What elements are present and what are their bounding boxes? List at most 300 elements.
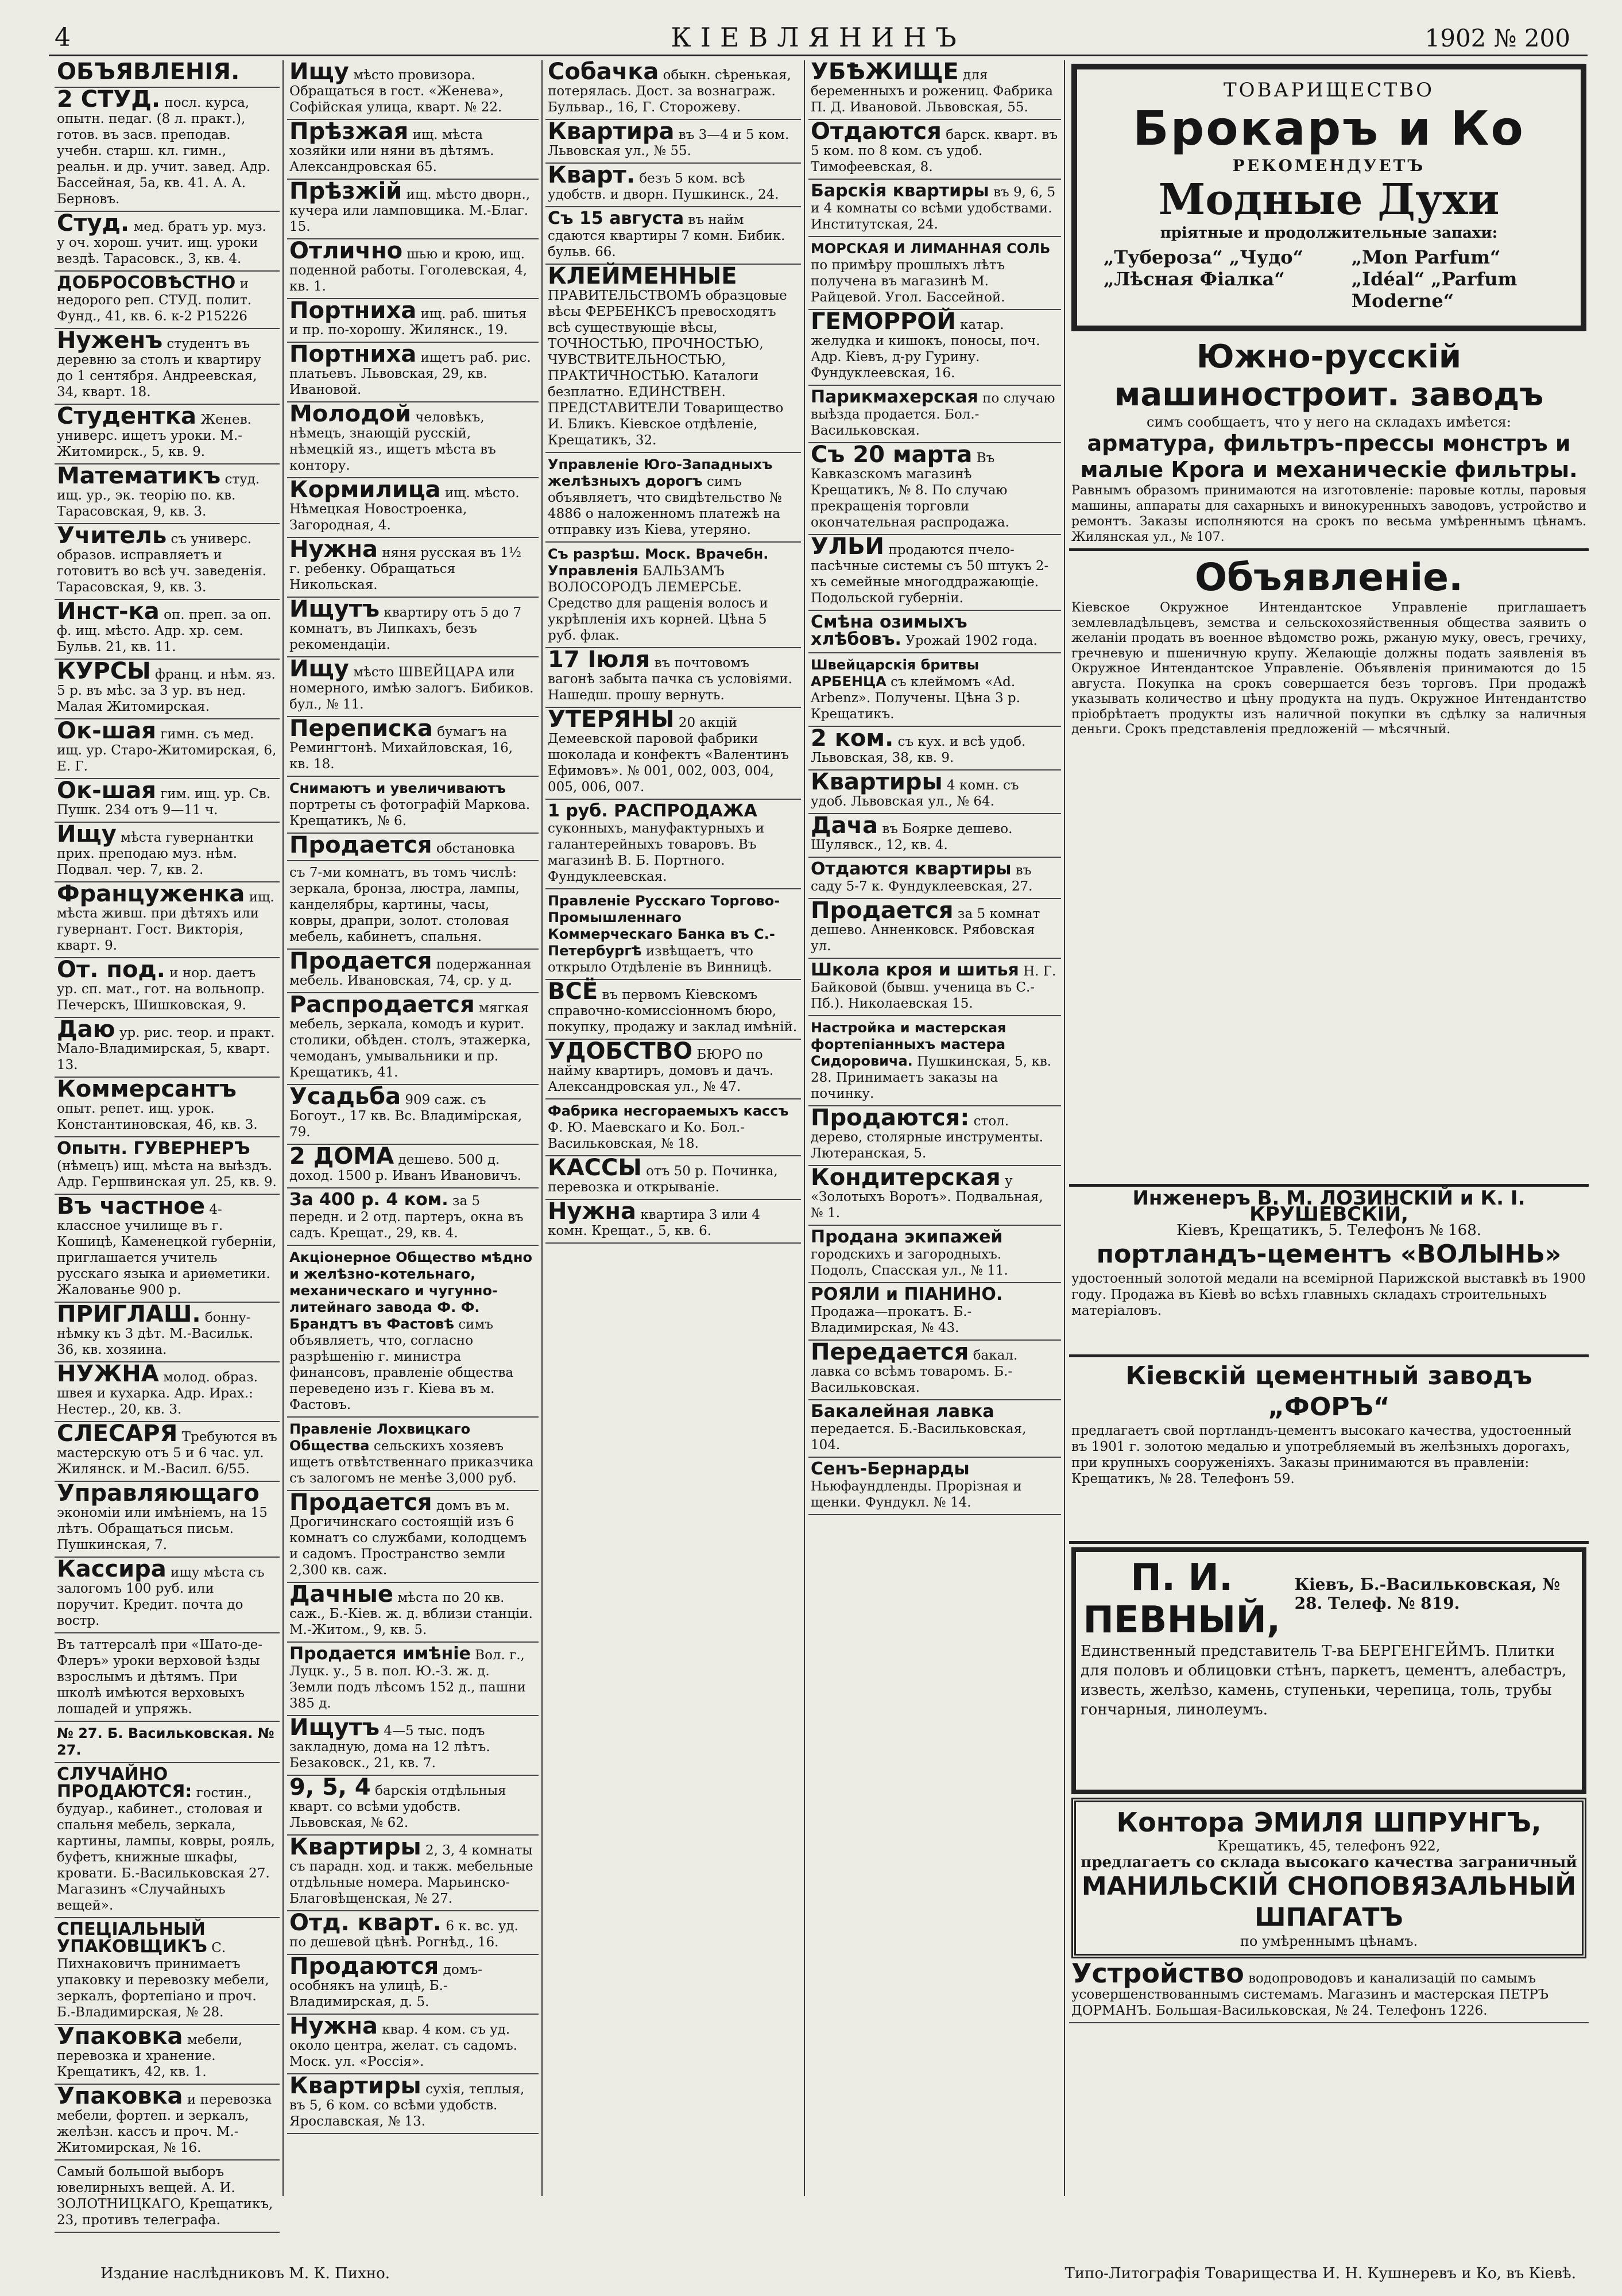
ad-text: 909 саж. съ Богоут., 17 кв. Вс. Владимірская, 79.: [289, 1093, 522, 1140]
classified-ad: [287, 299, 539, 343]
ad-heading: Дачные: [289, 1581, 394, 1608]
ad-text: квар. 4 ком. съ уд. около центра, желат. съ садомъ. Моск. ул. «Россія».: [289, 2022, 518, 2069]
ad-heading: Продается: [289, 832, 432, 858]
ad-heading: Отдаются квартиры: [811, 859, 1012, 879]
ad-heading: Отлично: [289, 238, 403, 264]
ad-heading: Прѣзжая: [289, 118, 409, 145]
ad-heading: Упаковка: [57, 2083, 183, 2109]
lozinsky-text: удостоенный золотой медали на всемірной Парижской выставкѣ въ 1900 году. Продажа въ Кіевѣ во всѣхъ главныхъ складахъ строительныхъ матеріаловъ.: [1071, 1271, 1586, 1318]
column-divider: [804, 60, 805, 2196]
ad-text: бонну-нѣмку къ 3 дѣт. М.-Васильк. 36, кв. хозяина.: [57, 1310, 254, 1357]
ad-text: (нѣмецъ) ищ. мѣста на выѣздъ. Адр. Гершвинская ул. 25, кв. 9.: [57, 1159, 277, 1190]
classified-ad: [808, 237, 1061, 310]
classified-ad: [545, 60, 801, 120]
ad-text: за 5 комнат дешево. Анненковск. Рябовская ул.: [811, 907, 1040, 954]
ad-text: молод. образ. швея и кухарка. Адр. Ирах.: Нестер., 20, кв. 3.: [57, 1370, 258, 1417]
ad-heading: РОЯЛИ и ПІАНИНО.: [811, 1284, 1003, 1304]
shprung-ad: [1071, 1798, 1586, 1958]
ad-text: ищ. мѣста живш. при дѣтяхъ или гувернант. Гост. Викторія, кварт. 9.: [57, 890, 274, 953]
ad-heading: Портниха: [289, 341, 417, 367]
machine-ad: [1069, 335, 1589, 551]
ad-text: БАЛЬЗАМЪ ВОЛОСОРОДЪ ЛЕМЕРСЬЕ. Средство для ращенія волосъ и укрѣпленія ихъ корней. Цѣна 5 руб. флак.: [548, 564, 768, 643]
classified-ad: [287, 538, 539, 598]
ad-text: съ клеймомъ «Ad. Arbenz». Получены. Цѣна 3 р. Крещатикъ.: [811, 675, 1020, 722]
ad-heading: Студентка: [57, 403, 197, 429]
ad-text: ищ. мѣсто дворн., кучера или ламповщика. М.-Благ. 15.: [289, 187, 531, 234]
ad-heading: Студ.: [57, 210, 130, 237]
ad-text: отъ 50 р. Починка, перевозка и открываніе.: [548, 1164, 778, 1195]
classified-ad: [287, 1246, 539, 1418]
classified-ad: [287, 1085, 539, 1145]
ad-heading: МОРСКАЯ И ЛИМАННАЯ СОЛЬ: [811, 241, 1051, 257]
classified-ad: [55, 2085, 280, 2161]
ad-text: и нор. даетъ ур. сп. мат., гот. на вольнопр. Печерскъ, Шишковская, 9.: [57, 966, 265, 1013]
classified-ad: [55, 719, 280, 779]
ad-heading: Снимаютъ и увеличиваютъ: [289, 780, 506, 796]
ad-heading: Нужна: [289, 2013, 378, 2039]
classified-ad: [55, 1763, 280, 1918]
ad-heading: Квартира: [548, 118, 675, 145]
ad-text: гим. ищ. ур. Св. Пушк. 234 отъ 9—11 ч.: [57, 787, 271, 818]
ad-text: въ Боярке дешево. Шулявск., 12, кв. 4.: [811, 822, 1013, 853]
ad-text: мебели, перевозка и хранение. Крещатикъ, 42, кв. 1.: [57, 2032, 243, 2080]
ad-heading: Швейцарскія бритвы АРБЕНЦА: [811, 657, 980, 690]
classified-ad: [55, 958, 280, 1018]
ad-heading: Продана экипажей: [811, 1227, 1003, 1247]
classified-ad: [287, 2015, 539, 2074]
ad-heading: Собачка: [548, 59, 659, 85]
column-divider: [541, 60, 543, 2196]
classified-ad: [55, 882, 280, 958]
classified-ad: [808, 1166, 1061, 1226]
classified-ad: [287, 1911, 539, 1955]
ad-text: человѣкъ, нѣмецъ, знающій русскій, нѣмецкій яз., ищетъ мѣста въ контору.: [289, 410, 496, 473]
classified-ad: [808, 653, 1061, 727]
ad-text: безъ 5 ком. всѣ удобств. и дворн. Пушкинск., 24.: [548, 171, 779, 202]
notice-ad: [1069, 551, 1589, 1187]
classified-ad: [545, 708, 801, 800]
column-4: [808, 60, 1061, 2202]
classified-ad: [55, 779, 280, 823]
shprung-product: МАНИЛЬСКІЙ СНОПОВЯЗАЛЬНЫЙ ШПАГАТЪ: [1081, 1872, 1577, 1932]
for-text: предлагаетъ свой портландъ-цементъ высокаго качества, удостоенный въ 1901 г. золотою медалью и употребляемый въ желѣзныхъ дорогахъ, при крупныхъ сооруженіяхъ. Заказы принимаются въ правленіи: Крещатикъ, № 28. Телефонъ 59.: [1071, 1423, 1572, 1486]
ad-heading: Продаются: [289, 1953, 439, 1980]
ad-heading: 9, 5, 4: [289, 1774, 371, 1801]
classified-ad: [808, 611, 1061, 653]
issue-number: 1902 № 200: [1424, 24, 1570, 52]
lozinsky-ad: [1069, 1187, 1589, 1357]
ad-heading: 2 ДОМА: [289, 1143, 394, 1170]
ad-text: городскихъ и загородныхъ. Подолъ, Спасская ул., № 11.: [811, 1247, 1008, 1278]
ad-heading: Школа кроя и шитья: [811, 960, 1019, 980]
ad-heading: Молодой: [289, 401, 411, 427]
shprung-offer: предлагаетъ со склада высокаго качества заграничный: [1081, 1854, 1577, 1871]
machine-text: Равнымъ образомъ принимаются на изготовленіе: паровые котлы, паровыя машины, аппараты для сахарныхъ и винокуренныхъ заводовъ, устройство и ремонтъ. Заказы исполняются на срокъ по весьма умѣреннымъ цѣнамъ. Жилянская ул., № 107.: [1071, 483, 1586, 544]
classified-ad: [808, 1283, 1061, 1341]
ad-heading: КЛЕЙМЕННЫЕ: [548, 263, 737, 289]
ad-heading: Ищу: [289, 656, 349, 682]
ad-text: ищ. мѣсто. Нѣмецкая Новостроенка, Загородная, 4.: [289, 486, 520, 533]
classified-ad: [55, 823, 280, 882]
ad-heading: 1 руб. РАСПРОДАЖА: [548, 801, 757, 821]
column-5: [1069, 60, 1589, 2202]
ad-text: няня русская въ 1½ г. ребенку. Обращаться Никольская.: [289, 545, 522, 593]
classified-ad: [545, 1040, 801, 1099]
classified-ad: [287, 180, 539, 239]
ad-heading: Продается: [289, 1489, 432, 1516]
ad-heading: Правленіе Русскаго Торгово-Промышленнаго Коммерческаго Банка въ С.-Петербургѣ: [548, 893, 780, 959]
classified-ad: [545, 164, 801, 207]
pevny-text: Единственный представитель Т-ва БЕРГЕНГЕЙМЪ. Плитки для половъ и облицовки стѣнъ, паркетъ, цементъ, алебастръ, известь, желѣзо, камень, ступеньки, черепица, толь, трубы гончарныя, линолеумъ.: [1081, 1643, 1567, 1718]
publisher-line: Издание наслѣдниковъ М. К. Пихно.: [100, 2265, 390, 2282]
classified-ad: [55, 1482, 280, 1558]
ad-text: въ 3—4 и 5 ком. Львовская ул., № 55.: [548, 127, 789, 158]
ad-text: мед. братъ ур. муз. у оч. хорош. учит. ищ. уроки вездѣ. Тарасовск., 3, кв. 4.: [57, 219, 266, 266]
classified-ad: [287, 60, 539, 120]
classified-ad: [55, 660, 280, 719]
ad-text: мѣста гувернантки прих. преподаю муз. нѣм. Подвал. чер. 7, кв. 2.: [57, 830, 254, 877]
classified-ad: [287, 717, 539, 777]
ad-text: Ньюфаундленды. Прорізная и щенки. Фундукл. № 14.: [811, 1479, 1022, 1510]
classified-ad: [808, 310, 1061, 386]
classified-ad: [55, 60, 280, 88]
machine-items: арматура, фильтръ-прессы монстръ и малые Кроrа и механическіе фильтры.: [1080, 431, 1578, 482]
ad-heading: ПРИГЛАШ.: [57, 1301, 201, 1327]
ad-text: опыт. репет. ищ. урок. Константиновская, 46, кв. 3.: [57, 1101, 258, 1132]
ad-heading: СЛЕСАРЯ: [57, 1420, 178, 1447]
classified-ad: [287, 777, 539, 834]
ad-text: ищ. мѣста хозяйки или няни въ дѣтямъ. Александровская 65.: [289, 127, 494, 175]
classified-ad: [287, 2074, 539, 2134]
ad-heading: КАССЫ: [548, 1155, 642, 1181]
classified-ad: [55, 464, 280, 524]
ad-heading: Правленіе Лохвицкаго Общества: [289, 1421, 471, 1454]
classified-ad: [55, 1078, 280, 1137]
ad-heading: Отд. кварт.: [289, 1910, 442, 1936]
classified-ad: [808, 1226, 1061, 1283]
ad-heading: Кормилица: [289, 477, 441, 503]
ad-text: мѣста по 20 кв. саж., Б.-Кіев. ж. д. вблизи станціи. М.-Житом., 9, кв. 5.: [289, 1590, 533, 1637]
ad-heading: ДОБРОСОВѢСТНО: [57, 273, 236, 293]
ad-text: 6 к. вс. уд. по дешевой цѣнѣ. Рогнѣд., 16.: [289, 1919, 518, 1950]
notice-text: Кіевское Окружное Интендантское Управленіе приглашаетъ землевладѣльцевъ, земства и сельскохозяйственныя общества заявить о желаніи продать въ военное вѣдомство рожь, ржаную муку, овесъ, гречиху, гречневую и пшеничную крупу. Желающіе должны подать заявленія въ Окружное Интендантское Управленіе. Объявленія принимаются до 15 августа. Покупка на срокъ совершается безъ торговъ. При продажѣ указывать количество и цѣну продукта на пудъ. Окружное Интендантство пріобрѣтаетъ продукты изъ наличной покупки въ сдѣлку за наличныя деньги. Срокъ представленія предложеній — мѣсячный.: [1071, 601, 1586, 737]
ad-text: барск. кварт. въ 5 ком. по 8 ком. съ удоб. Тимофеевская, 8.: [811, 127, 1058, 175]
ad-heading: Кварт.: [548, 162, 636, 188]
classified-ad: [287, 861, 539, 950]
ad-text: ищ. раб. шитья и пр. по-хорошу. Жилянск., 19.: [289, 307, 527, 338]
ad-heading: ВСЁ: [548, 978, 598, 1005]
ad-text: 4—5 тыс. подъ закладную, дома на 12 лѣтъ. Безаковск., 21, кв. 7.: [289, 1724, 490, 1771]
classified-ad: [808, 1016, 1061, 1106]
ad-text: Въ Кавказскомъ магазинѣ Крещатикъ, № 8. По случаю прекращенія торговли окончательная распродажа.: [811, 451, 1009, 530]
classified-ad: [287, 1776, 539, 1836]
ad-heading: КУРСЫ: [57, 658, 151, 684]
ad-heading: Коммерсантъ: [57, 1076, 237, 1102]
ad-heading: ОБЪЯВЛЕНІЯ.: [57, 59, 240, 85]
brokar-left-list: „Туберозa“ „Чудо“ „Лѣсная Фіалка“: [1104, 246, 1304, 290]
ad-heading: Даю: [57, 1016, 115, 1043]
ad-heading: Смѣна озимыхъ хлѣбовъ.: [811, 612, 967, 649]
ad-heading: СЛУЧАЙНО ПРОДАЮТСЯ:: [57, 1764, 192, 1802]
ad-text: ищу мѣста съ залогомъ 100 руб. или поручит. Кредит. почта до востр.: [57, 1565, 265, 1628]
pevny-name: П. И. ПЕВНЫЙ,: [1083, 1557, 1281, 1641]
ad-text: сельскихъ хозяевъ ищетъ отвѣтственнаго приказчика съ залогомъ не менѣе 3,000 руб.: [289, 1439, 534, 1486]
classified-ad: [55, 2025, 280, 2085]
ad-heading: Продается имѣніе: [289, 1644, 471, 1664]
ad-text: Самый большой выборъ ювелирныхъ вещей. А. И. ЗОЛОТНИЦКАГО, Крещатикъ, 23, противъ телеграфа.: [57, 2165, 273, 2228]
classified-ad: [287, 1491, 539, 1583]
classified-ad: [545, 889, 801, 980]
ad-text: обыкн. сѣренькая, потерялась. Дост. за вознаграж. Бульвар., 16, Г. Сторожеву.: [548, 68, 791, 115]
ad-text: съ кух. и всѣ удоб. Львовская, 38, кв. 9.: [811, 734, 1026, 765]
ad-heading: Опытн. ГУВЕРНЕРЪ: [57, 1139, 250, 1159]
brokar-ad: [1071, 64, 1586, 331]
ad-text: ПРАВИТЕЛЬСТВОМЪ образцовые вѣсы ФЕРБЕНКСЪ превосходятъ всѣ существующіе вѣсы, ТОЧНОСТЬЮ, ПРОЧНОСТЬЮ, ЧУВСТВИТЕЛЬНОСТЬЮ, ПРАКТИЧНОСТЬЮ. Каталоги безплатно. ЕДИНСТВЕН. ПРЕДСТАВИТЕЛИ Товарищество И. Бликъ. Кіевское отдѣленіе, Крещатикъ, 32.: [548, 288, 787, 448]
classified-ad: [287, 950, 539, 993]
ad-heading: 2 СТУД.: [57, 86, 161, 113]
ad-heading: УЛЬИ: [811, 533, 885, 560]
printer-line: Типо-Литографія Товарищества И. Н. Кушнеревъ и Ко, въ Кіевѣ.: [1064, 2265, 1576, 2282]
classified-ad: [55, 329, 280, 405]
page-number: 4: [55, 23, 71, 52]
ad-text: съ 7-ми комнатъ, въ томъ числѣ: зеркала, бронза, люстра, лампы, канделябры, картины, часы, ковры, драпри, золот. столовая мебель, кабинетъ, спальня.: [289, 865, 520, 944]
classified-ad: [545, 265, 801, 453]
ad-text: стол. дерево, столярные инструменты. Лютеранская, 5.: [811, 1114, 1044, 1161]
ad-text: въ найм сдаются квартиры 7 комн. Бибик. бульв. 66.: [548, 212, 785, 260]
classified-ad: [808, 1400, 1061, 1458]
classified-ad: [808, 858, 1061, 899]
ad-text: франц. и нѣм. яз. 5 р. въ мѣс. за 3 ур. въ нед. Малая Житомирская.: [57, 667, 276, 714]
classified-ad: [287, 120, 539, 180]
ad-heading: Ищутъ: [289, 1714, 380, 1741]
classified-ad: [55, 272, 280, 329]
ad-text: домъ въ м. Дрогичинскаго состоящій изъ 6 комнатъ со службами, колодцемъ и садомъ. Пространство земли 2,300 кв. саж.: [289, 1499, 527, 1578]
ad-text: суконныхъ, мануфактурныхъ и галантерейныхъ товаровъ. Въ магазинѣ В. Б. Портного. Фундуклеевская.: [548, 821, 765, 884]
ad-heading: Ок-шая: [57, 777, 156, 804]
ad-heading: Передается: [811, 1339, 969, 1365]
ad-text: барскія отдѣльныя кварт. со всѣми удобств. Львовская, № 62.: [289, 1783, 506, 1830]
ad-text: въ почтовомъ вагонѣ забыта пачка съ условіями. Нашедш. прошу вернуть.: [548, 656, 792, 703]
dorman-text: водопроводовъ и канализацій по самымъ усовершенствованнымъ системамъ. Магазинъ и мастерская ПЕТРЪ ДОРМАНЪ. Большая-Васильковская, № 24. Телефонъ 1226.: [1071, 1971, 1549, 2018]
ad-heading: НУЖНА: [57, 1361, 159, 1387]
machine-title: Южно-русскій машиностроит. заводъ: [1114, 338, 1544, 413]
ad-text: студентъ въ деревню за столъ и квартиру до 1 сентября. Андреевская, 34, кварт. 18.: [57, 336, 262, 400]
ad-text: подержанная мебель. Ивановская, 74, ср. у д.: [289, 957, 532, 988]
ad-heading: Переписка: [289, 715, 433, 742]
ad-heading: Дача: [811, 812, 878, 839]
classified-ad: [55, 2161, 280, 2233]
classified-ad: [55, 1422, 280, 1482]
ad-heading: Учитель: [57, 522, 167, 549]
ad-heading: № 27. Б. Васильковская. № 27.: [57, 1725, 274, 1758]
shprung-addr: Крещатикъ, 45, телефонъ 922,: [1217, 1838, 1441, 1854]
ad-text: домъ-особнякъ на улицѣ, Б.-Владимирская, д. 5.: [289, 1962, 482, 2010]
lozinsky-product: портландъ-цементъ «ВОЛЫНЬ»: [1096, 1240, 1562, 1269]
ad-heading: Управляющаго: [57, 1480, 260, 1507]
masthead-rule: [49, 55, 1588, 56]
ad-text: по случаю выѣзда продается. Бол.-Васильковская.: [811, 391, 1055, 438]
classified-ad: [808, 814, 1061, 858]
brokar-name: Брокаръ и Ко: [1133, 102, 1525, 156]
ad-heading: Квартиры: [289, 2073, 421, 2099]
lozinsky-addr: Кіевъ, Крещатикъ, 5. Телефонъ № 168.: [1176, 1222, 1481, 1239]
ad-heading: Съ 20 марта: [811, 442, 973, 468]
classified-ad: [55, 1722, 280, 1763]
classified-ad: [287, 834, 539, 861]
ad-heading: Кондитерская: [811, 1164, 1001, 1191]
ad-text: въ саду 5-7 к. Фундуклеевская, 27.: [811, 863, 1033, 894]
classified-ad: [545, 1156, 801, 1200]
page-footer: [55, 2259, 1588, 2288]
classified-ad: [55, 1195, 280, 1303]
classified-ad: [808, 959, 1061, 1016]
ad-text: съ универс. образов. исправляетъ и готовитъ во всѣ уч. заведенія. Тарасовская, 9, кв. 3.: [57, 532, 266, 595]
ad-heading: Математикъ: [57, 463, 221, 489]
ad-heading: Француженка: [57, 881, 245, 907]
pevny-ad: [1071, 1547, 1586, 1794]
shprung-title: Контора ЭМИЛЯ ШПРУНГЪ,: [1116, 1807, 1542, 1838]
ad-text: дешево. 500 д. доход. 1500 р. Иванъ Ивановичъ.: [289, 1152, 522, 1183]
ad-heading: 2 ком.: [811, 725, 894, 752]
ad-heading: Бакалейная лавка: [811, 1401, 994, 1422]
ad-heading: Акціонерное Общество мѣдно и желѣзно-котельнаго, механическаго и чугунно-литейнаго завода Ф. Ф. Брандтъ въ Фастовѣ: [289, 1249, 532, 1332]
classified-ad: [545, 207, 801, 265]
ad-heading: За 400 р. 4 ком.: [289, 1190, 448, 1210]
ad-text: мѣсто провизора. Обращаться в гост. «Женева», Софійская улица, кварт. № 22.: [289, 68, 504, 115]
ad-text: посл. курса, опытн. педаг. (8 л. практ.), готов. въ засв. преподав. учебн. старш. кл. гимн., реальн. и др. учит. завед. Адр. Бассейная, 5а, кв. 41. А. А. Берновъ.: [57, 95, 270, 207]
notice-title: Объявленіе.: [1194, 555, 1464, 599]
ad-heading: От. под.: [57, 957, 165, 983]
classified-ad: [287, 1955, 539, 2015]
ad-text: портреты съ фотографій Маркова. Крещатикъ, № 6.: [289, 797, 531, 828]
ad-heading: Распродается: [289, 992, 475, 1018]
ad-text: сухія, теплыя, въ 5, 6 ком. со всѣми удобств. Ярославская, № 13.: [289, 2082, 525, 2129]
classified-ad: [808, 386, 1061, 443]
classified-ad: [808, 120, 1061, 180]
ad-heading: ГЕМОРРОЙ: [811, 308, 956, 335]
classified-ad: [287, 478, 539, 538]
ad-text: у «Золотыхъ Воротъ». Подвальная, № 1.: [811, 1174, 1043, 1221]
column-divider: [282, 60, 284, 2196]
column-3: [545, 60, 801, 2202]
ad-text: Вол. г., Луцк. у., 5 в. пол. Ю.-З. ж. д. Земли подъ лѣсомъ 152 д., пашни 385 д.: [289, 1648, 526, 1711]
classified-ad: [287, 1188, 539, 1246]
classified-ad: [545, 543, 801, 648]
classified-ad: [545, 453, 801, 543]
ad-heading: Парикмахерская: [811, 387, 978, 407]
ad-text: Пушкинская, 5, кв. 28. Принимаетъ заказы на починку.: [811, 1054, 1052, 1101]
classified-ad: [55, 1362, 280, 1422]
ad-heading: Барскія квартиры: [811, 181, 989, 201]
ad-heading: УТЕРЯНЫ: [548, 706, 675, 733]
ad-text: 2, 3, 4 комнаты съ парадн. ход. и такж. мебельные отдѣльные номера. Марьинско-Благовѣщенская, № 27.: [289, 1843, 533, 1906]
classified-ad: [545, 648, 801, 708]
classified-ad: [287, 993, 539, 1085]
ad-heading: Отдаются: [811, 118, 942, 145]
ad-text: гостин., будуар., кабинет., столовая и спальня мебель, зеркала, картины, лампы, ковры, рояль, буфетъ, книжные шкафы, кровати. Б.-Васильковская 27. Магазинъ «Случайныхъ вещей».: [57, 1786, 275, 1913]
dorman-title: Устройство: [1071, 1958, 1244, 1989]
classified-ad: [55, 524, 280, 600]
ad-text: Ф. Ю. Маевскаго и Ко. Бол.-Васильковская, № 18.: [548, 1120, 745, 1151]
for-title: Кіевскій цементный заводъ „ФОРЪ“: [1125, 1361, 1532, 1422]
ad-text: гимн. съ мед. ищ. ур. Старо-Житомирская, 6, Е. Г.: [57, 727, 277, 774]
ad-heading: Нужна: [548, 1198, 636, 1225]
column-divider: [1064, 60, 1065, 2196]
ad-text: и недорого реп. СТУД. полит. Фунд., 41, кв. 6. к-2 Р15226: [57, 277, 252, 324]
ad-heading: Управленіе Юго-Западныхъ желѣзныхъ дорогъ: [548, 456, 773, 489]
classified-ad: [287, 1583, 539, 1643]
classified-ad: [808, 60, 1061, 120]
ad-text: по примѣру прошлыхъ лѣтъ получена въ магазинѣ М. Райцевой. Угол. Бассейной.: [811, 258, 1005, 305]
ad-heading: УДОБСТВО: [548, 1038, 693, 1064]
ad-heading: Продаются:: [811, 1105, 970, 1131]
ad-text: катар. желудка и кишокъ, поносы, поч. Адр. Кіевъ, д-ру Гурину. Фундуклеевская, 16.: [811, 318, 1040, 381]
brokar-company: ТОВАРИЩЕСТВО: [1224, 79, 1434, 102]
ad-text: 20 акцій Демеевской паровой фабрики шоколада и конфектъ «Валентинъ Ефимовъ». № 001, 002, 003, 004, 005, 006, 007.: [548, 715, 789, 795]
classified-ad: [55, 1918, 280, 2025]
classified-ad: [287, 402, 539, 478]
ad-text: шью и крою, ищ. поденной работы. Гоголевская, 4, кв. 1.: [289, 247, 528, 294]
classified-ad: [808, 1458, 1061, 1515]
classified-ad: [287, 598, 539, 657]
ad-heading: Настройка и мастерская фортепіанныхъ мастера Сидоровича.: [811, 1020, 1007, 1069]
ad-text: симъ объявляетъ, что свидѣтельство № 4886 о наложенномъ платежѣ на отправку изъ Кіева, утеряно.: [548, 474, 782, 537]
classified-ad: [55, 88, 280, 212]
classified-ad: [808, 535, 1061, 611]
ad-text: оп. преп. за оп. ф. ищ. мѣсто. Адр. хр. сем. Бульв. 21, кв. 11.: [57, 607, 272, 655]
lozinsky-title: Инженеръ В. М. ЛОЗИНСКІЙ и К. І. КРУШЕВСКІЙ,: [1132, 1187, 1526, 1226]
machine-sub: симъ сообщаетъ, что у него на складахъ имѣется:: [1147, 414, 1511, 430]
classified-ad: [545, 980, 801, 1040]
classified-ad: [55, 1018, 280, 1078]
ad-heading: Кассира: [57, 1556, 167, 1582]
ad-heading: Съ разрѣш. Моск. Врачебн. Управленія: [548, 546, 769, 579]
classified-ad: [545, 1099, 801, 1156]
ad-heading: Ок-шая: [57, 718, 156, 744]
classified-ad: [287, 1145, 539, 1188]
ad-text: 4-классное училище въ г. Кошицѣ, Каменецкой губерніи, приглашается учитель русскаго языка и ариѳметики. Жалованье 900 р.: [57, 1202, 277, 1298]
ad-heading: Нуженъ: [57, 327, 163, 354]
classified-ad: [545, 800, 801, 889]
ad-text: извѣщаетъ, что открыло Отдѣленіе въ Винницѣ.: [548, 944, 772, 975]
classified-ad: [55, 1633, 280, 1722]
ad-heading: Съ 15 августа: [548, 208, 684, 229]
ad-text: Урожай 1902 года.: [905, 633, 1038, 648]
classified-ad: [808, 1341, 1061, 1400]
column-1: [55, 59, 280, 2228]
ad-text: Продажа—прокатъ. Б.-Владимирская, № 43.: [811, 1304, 972, 1335]
classified-ad: [808, 1106, 1061, 1166]
classified-ad: [287, 1418, 539, 1491]
ad-text: симъ объявляетъ, что, согласно разрѣшенію г. министра финансовъ, правленіе общества переведено изъ г. Кіева въ м. Фастовъ.: [289, 1317, 514, 1412]
dorman-ad: [1069, 1958, 1589, 2023]
classified-ad: [287, 239, 539, 299]
ad-heading: Фабрика несгораемыхъ кассъ: [548, 1103, 789, 1119]
ad-text: квартира 3 или 4 комн. Крещат., 5, кв. 6.: [548, 1207, 761, 1238]
brokar-product: Модные Духи: [1158, 175, 1500, 224]
classified-ad: [55, 600, 280, 660]
brokar-sub: пріятные и продолжительные запахи:: [1160, 224, 1498, 242]
ad-text: въ первомъ Кіевскомъ справочно-комиссіонномъ бюро, покупку, продажу и заклад имѣній.: [548, 988, 798, 1035]
masthead: [55, 17, 1582, 63]
classified-ad: [808, 443, 1061, 535]
ad-heading: Нужна: [289, 536, 378, 563]
ad-heading: Усадьба: [289, 1083, 401, 1110]
ad-heading: Квартиры: [289, 1834, 421, 1860]
ad-text: 4 комн. съ удоб. Львовская ул., № 64.: [811, 778, 1019, 809]
ad-text: Н. Г. Байковой (бывш. ученица въ С.-Пб.). Николаевская 15.: [811, 964, 1056, 1011]
classified-ad: [55, 405, 280, 464]
